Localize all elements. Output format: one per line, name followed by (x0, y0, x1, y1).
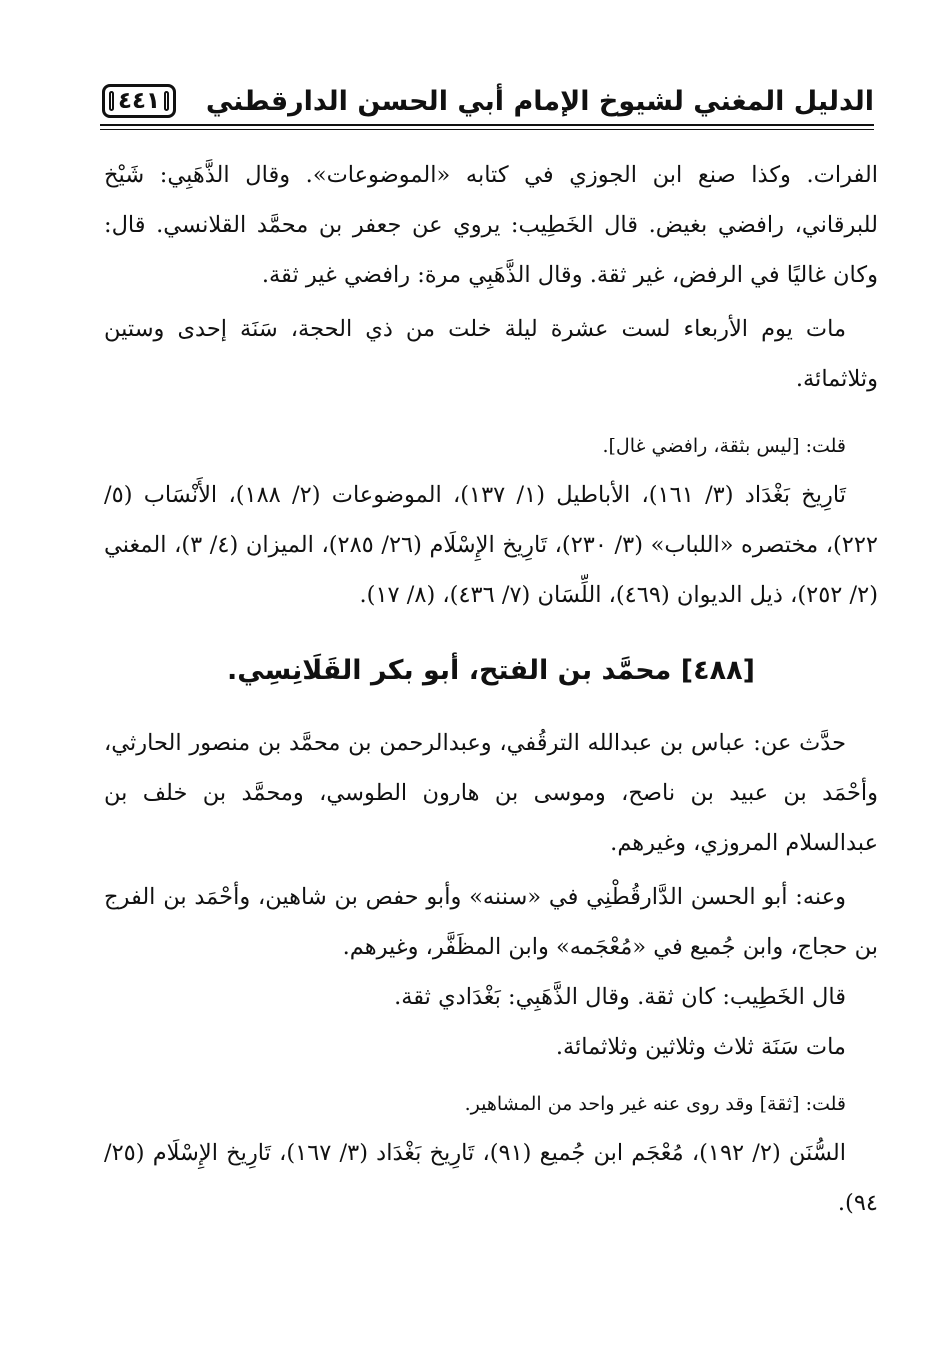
entry-heading: [٤٨٨] محمَّد بن الفتح، أبو بكر القَلَانِسِي. (227, 655, 755, 686)
header-rule-thick (100, 124, 874, 126)
paragraph-teachers: حدَّث عن: عباس بن عبدالله الترقُفي، وعبدالرحمن بن محمَّد بن منصور الحارثي، وأحْمَد بن عبيد بن ناصح، وموسى بن هارون الطوسي، ومحمَّد بن خلف بن عبدالسلام المروزي، وغيرهم. (104, 730, 878, 856)
paragraph-verdict: قلت: [ليس بثقة، رافضي غال]. (602, 435, 846, 457)
page-header (100, 78, 874, 134)
header-rule-thin (100, 129, 874, 130)
paragraph-students: وعنه: أبو الحسن الدَّارقُطْنِي في «سننه» وأبو حفص بن شاهين، وأحْمَد بن الفرج بن حجاج، وابن جُميع في «مُعْجَمه» وابن المظَفَّر، وغيرهم. (104, 884, 878, 960)
paragraph-verdict-2: قلت: [ثقة] وقد روى عنه غير واحد من المشاهير. (464, 1093, 846, 1115)
running-title: الدليل المغني لشيوخ الإمام أبي الحسن الدارقطني (205, 86, 874, 117)
page-number: ٤٤١ (102, 84, 176, 118)
paragraph-sources-2: السُّنَن (٢/ ١٩٢)، مُعْجَم ابن جُميع (٩١)، تَارِيخ بَغْدَاد (٣/ ١٦٧)، تَارِيخ الإِسْلَام (٢٥/ ٩٤). (104, 1140, 878, 1216)
page-body (104, 150, 878, 1228)
paragraph-grading: قال الخَطِيب: كان ثقة. وقال الذَّهَبِي: بَغْدَادي ثقة. (394, 984, 846, 1010)
paragraph-death-date: مات يوم الأربعاء لست عشرة ليلة خلت من ذي الحجة، سَنَة إحدى وستين وثلاثمائة. (104, 316, 878, 392)
paragraph-sources: تَارِيخ بَغْدَاد (٣/ ١٦١)، الأباطيل (١/ ١٣٧)، الموضوعات (٢/ ١٨٨)، الأَنْسَاب (٥/ ٢٢٢)، مختصره «اللباب» (٣/ ٢٣٠)، تَارِيخ الإِسْلَام (٢٦/ ٢٨٥)، الميزان (٤/ ٣)، المغني (٢/ ٢٥٢)، ذيل الديوان (٤٦٩)، اللِّسَان (٧/ ٤٣٦)، (٨/ ١٧). (104, 482, 878, 608)
paragraph-death-year: مات سَنَة ثلاث وثلاثين وثلاثمائة. (555, 1034, 846, 1060)
paragraph-continuation: الفرات. وكذا صنع ابن الجوزي في كتابه «الموضوعات». وقال الذَّهَبِي: شَيْخ للبرقاني، رافضي بغيض. قال الخَطِيب: يروي عن جعفر بن محمَّد القلانسي. قال: وكان غاليًا في الرفض، غير ثقة. وقال الذَّهَبِي مرة: رافضي غير ثقة. (104, 162, 878, 288)
